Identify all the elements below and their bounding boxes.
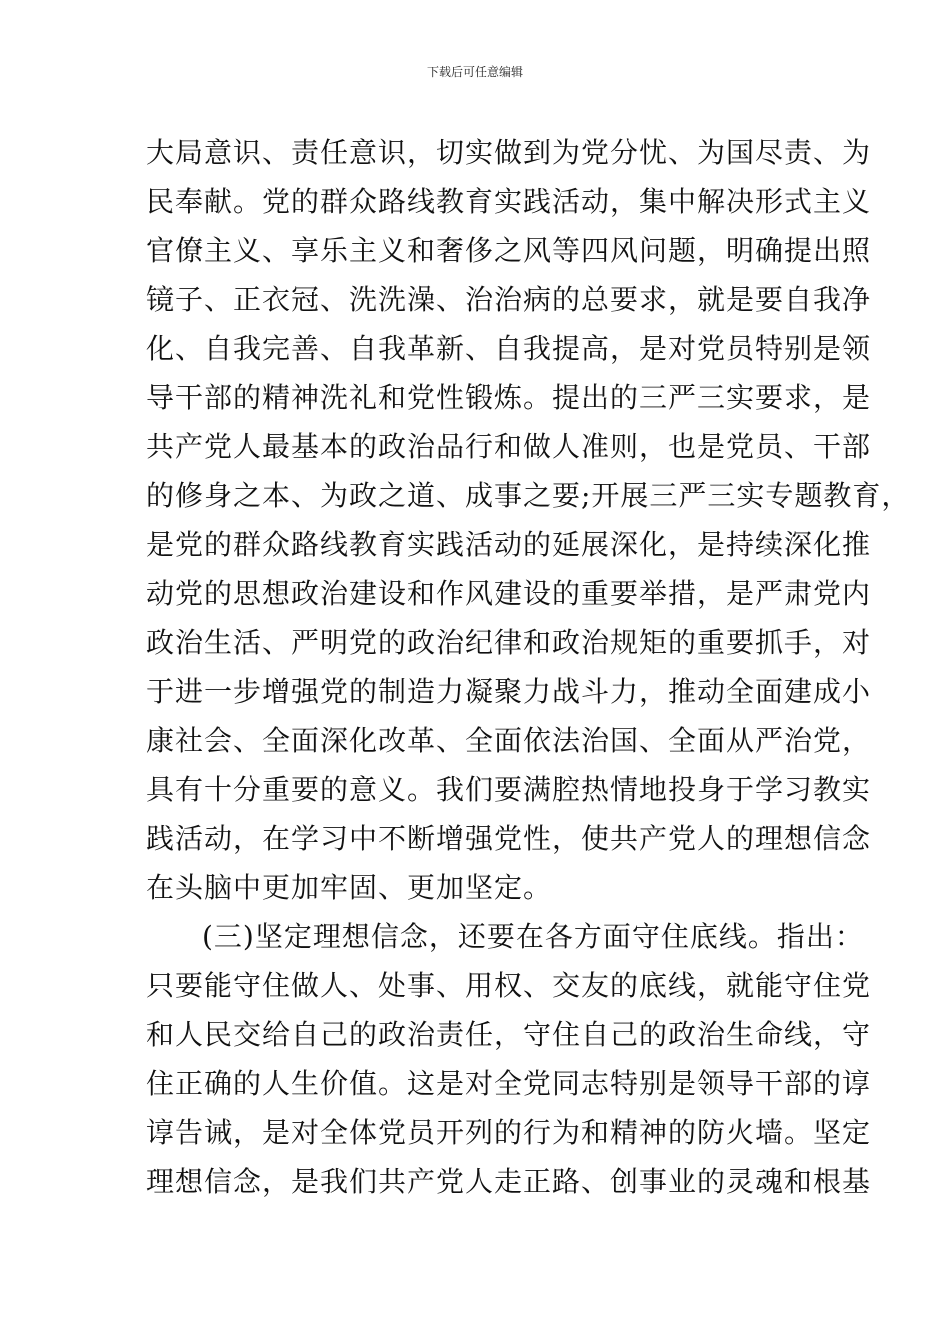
text-line: 只要能守住做人、处事、用权、交友的底线，就能守住党 <box>146 969 872 1002</box>
text-line: 具有十分重要的意义。我们要满腔热情地投身于学习教实 <box>146 773 872 806</box>
text-line: 理想信念，是我们共产党人走正路、创事业的灵魂和根基 <box>146 1165 872 1198</box>
text-line: 在头脑中更加牢固、更加坚定。 <box>146 871 553 904</box>
text-line: 大局意识、责任意识，切实做到为党分忧、为国尽责、为 <box>146 136 872 169</box>
text-line: 官僚主义、享乐主义和奢侈之风等四风问题，明确提出照 <box>146 234 872 267</box>
text-line: 践活动，在学习中不断增强党性，使共产党人的理想信念 <box>146 822 872 855</box>
text-line: 民奉献。党的群众路线教育实践活动，集中解决形式主义 <box>146 185 872 218</box>
text-line: 共产党人最基本的政治品行和做人准则，也是党员、干部 <box>146 430 872 463</box>
text-line: 导干部的精神洗礼和党性锻炼。提出的三严三实要求，是 <box>146 381 872 414</box>
text-line: 是党的群众路线教育实践活动的延展深化，是持续深化推 <box>146 528 872 561</box>
section-heading-line: (三)坚定理想信念，还要在各方面守住底线。指出： <box>202 920 864 953</box>
text-line: 动党的思想政治建设和作风建设的重要举措，是严肃党内 <box>146 577 872 610</box>
text-line: 住正确的人生价值。这是对全党同志特别是领导干部的谆 <box>146 1067 872 1100</box>
text-line: 镜子、正衣冠、洗洗澡、治治病的总要求，就是要自我净 <box>146 283 872 316</box>
text-line: 谆告诫，是对全体党员开列的行为和精神的防火墙。坚定 <box>146 1116 872 1149</box>
text-line: 政治生活、严明党的政治纪律和政治规矩的重要抓手，对 <box>146 626 872 659</box>
paragraph-2 <box>146 912 872 1206</box>
text-line: 的修身之本、为政之道、成事之要;开展三严三实专题教育， <box>146 479 911 512</box>
text-line: 于进一步增强党的制造力凝聚力战斗力，推动全面建成小 <box>146 675 872 708</box>
text-line: 康社会、全面深化改革、全面依法治国、全面从严治党， <box>146 724 872 757</box>
text-line: 化、自我完善、自我革新、自我提高，是对党员特别是领 <box>146 332 872 365</box>
page-header-note: 下载后可任意编辑 <box>426 65 523 79</box>
text-line: 和人民交给自己的政治责任，守住自己的政治生命线，守 <box>146 1018 872 1051</box>
document-body <box>146 128 911 1206</box>
paragraph-1 <box>146 128 911 912</box>
